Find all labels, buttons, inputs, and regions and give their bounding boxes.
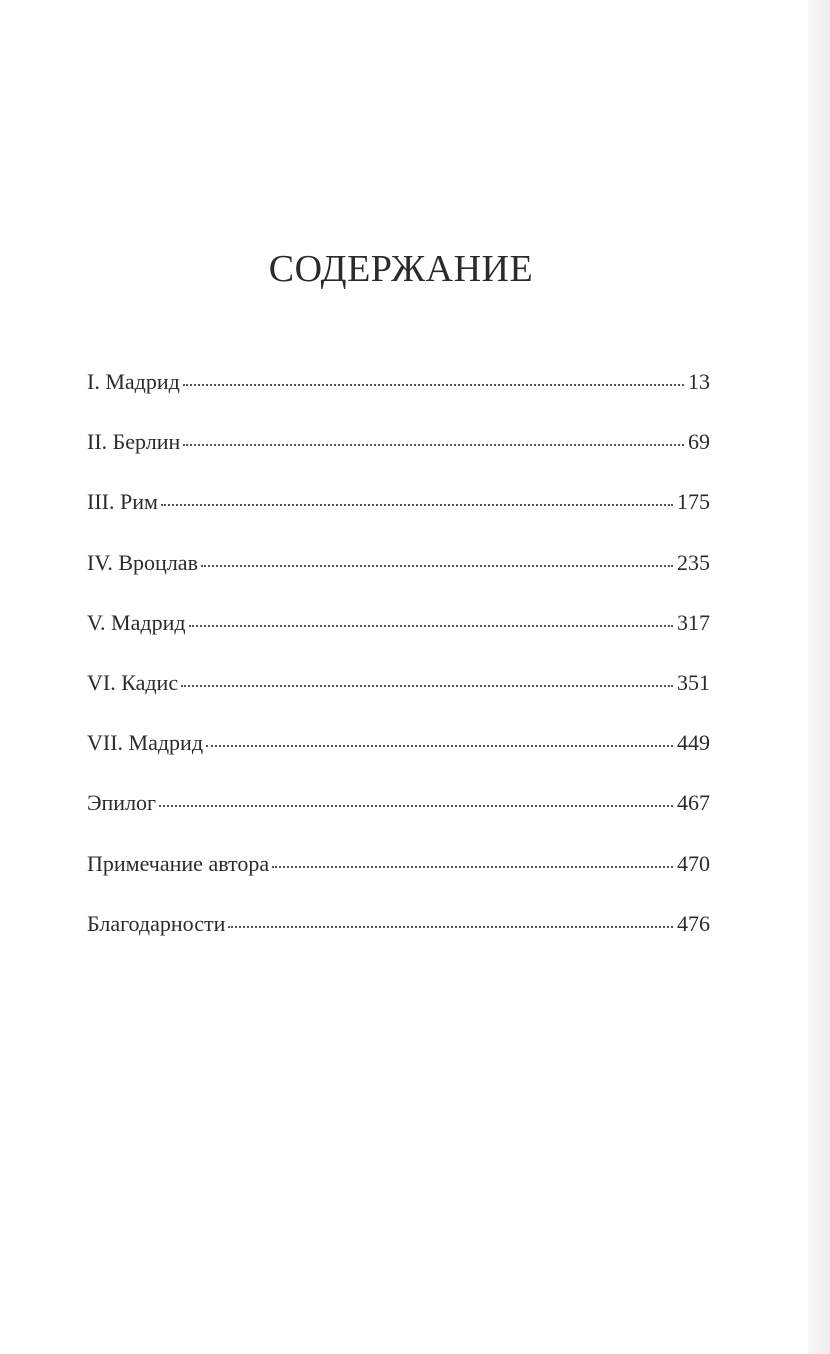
page-edge-shadow [808,0,830,1354]
toc-entry-label: VI. Кадис [87,669,179,695]
toc-entry-page: 13 [688,369,710,394]
dot-leader [161,487,673,509]
toc-entry[interactable] [87,904,710,964]
toc-entry-label: IV. Вроцлав [87,549,198,575]
toc-entry-label: III. Рим [87,489,158,515]
toc-entry-page: 449 [677,730,710,756]
toc-entry[interactable] [87,603,710,663]
toc-entry-label: Эпилог [87,790,157,816]
table-of-contents [87,362,710,964]
toc-entry-label: II. Берлин [87,429,181,455]
toc-entry[interactable] [87,543,710,603]
dot-leader [183,367,684,389]
dot-leader [189,608,673,630]
toc-entry-page: 175 [677,489,710,515]
toc-entry[interactable] [87,422,710,482]
toc-entry-label: I. Мадрид [87,369,180,394]
page-title: СОДЕРЖАНИЕ [268,248,534,290]
toc-entry[interactable] [87,362,710,422]
toc-entry-label: Примечание автора [87,850,270,876]
toc-entry[interactable] [87,482,710,542]
toc-entry-label: Благодарности [87,910,226,936]
toc-entry-label: VII. Мадрид [87,730,204,756]
toc-entry[interactable] [87,723,710,783]
dot-leader [272,849,673,871]
toc-entry[interactable] [87,844,710,904]
toc-entry-page: 476 [677,910,710,936]
toc-entry-page: 470 [677,850,710,876]
toc-entry-page: 235 [677,549,710,575]
toc-entry-page: 69 [688,429,710,455]
dot-leader [183,427,684,449]
toc-entry[interactable] [87,663,710,723]
dot-leader [181,668,673,690]
toc-entry-page: 351 [677,669,710,695]
toc-entry-page: 317 [677,609,710,635]
dot-leader [201,548,673,570]
dot-leader [228,909,673,931]
dot-leader [159,788,673,810]
toc-entry[interactable] [87,783,710,843]
toc-entry-page: 467 [677,790,710,816]
toc-entry-label: V. Мадрид [87,609,186,635]
dot-leader [206,728,673,750]
